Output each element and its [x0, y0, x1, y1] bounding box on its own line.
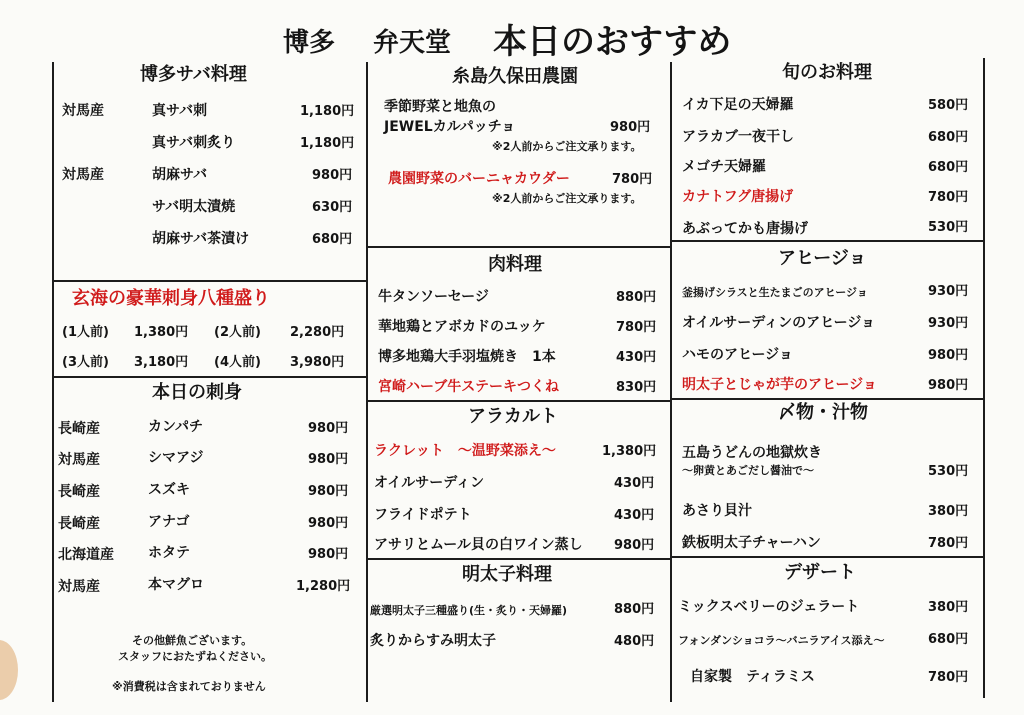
- menu-item-name: スズキ: [148, 482, 190, 498]
- menu-item-name: カンパチ: [148, 419, 204, 435]
- menu-item-price: 830円: [616, 380, 657, 395]
- menu-item-note: ※2人前からご注文承ります。: [492, 140, 642, 153]
- menu-item-name: 華地鶏とアボカドのユッケ: [378, 319, 546, 335]
- section-divider: [670, 240, 984, 242]
- section-title-shime: 〆物・汁物: [778, 402, 868, 423]
- menu-item-note: ※2人前からご注文承ります。: [492, 192, 642, 205]
- menu-item-price: 980円: [308, 547, 349, 562]
- portion-price: 2,280円: [290, 325, 345, 340]
- menu-item-name: フライドポテト: [374, 507, 472, 523]
- menu-item-name: 博多地鶏大手羽塩焼き 1本: [378, 349, 556, 365]
- menu-item-name: 真サバ刺: [152, 103, 208, 119]
- section-title-dessert: デザート: [784, 562, 856, 583]
- section-title-mentaiko: 明太子料理: [462, 564, 552, 585]
- origin-label: 北海道産: [58, 547, 114, 563]
- menu-item-price: 980円: [308, 452, 349, 467]
- section-title-alacarte: アラカルト: [468, 406, 558, 427]
- menu-item-price: 680円: [312, 232, 353, 247]
- origin-label: 対馬産: [58, 452, 100, 468]
- menu-item-name: JEWELカルパッチョ: [384, 119, 516, 135]
- menu-item-name: ホタテ: [148, 545, 190, 561]
- menu-item-price: 680円: [928, 632, 969, 647]
- menu-item-name: 厳選明太子三種盛り(生・炙り・天婦羅): [370, 604, 568, 617]
- header-bentendo: 弁天堂: [373, 28, 452, 58]
- menu-item-price: 580円: [928, 98, 969, 113]
- section-title-seasonal: 旬のお料理: [782, 62, 872, 83]
- portion-price: 3,180円: [134, 355, 189, 370]
- menu-item-name: 鉄板明太子チャーハン: [682, 535, 821, 551]
- section-title-farm: 糸島久保田農園: [452, 66, 578, 87]
- menu-item-price: 780円: [928, 536, 969, 551]
- portion-label: (4人前): [214, 355, 261, 370]
- menu-item-name: あぶってかも唐揚げ: [682, 221, 808, 237]
- menu-item-price: 880円: [614, 602, 655, 617]
- section-divider: [52, 280, 368, 282]
- col-divider-right: [983, 58, 985, 698]
- menu-item-name: 宮崎ハーブ牛ステーキつくね: [378, 379, 560, 395]
- origin-label: 長崎産: [58, 421, 100, 437]
- menu-item-name: フォンダンショコラ～バニラアイス添え～: [678, 634, 885, 647]
- menu-item-name: 農園野菜のバーニャカウダー: [388, 171, 570, 187]
- menu-item-price: 880円: [616, 290, 657, 305]
- menu-item-name: 季節野菜と地魚の: [384, 99, 496, 115]
- menu-item-name: 炙りからすみ明太子: [370, 633, 496, 649]
- header-hakata: 博多: [283, 28, 336, 58]
- menu-item-name: 本マグロ: [148, 577, 204, 593]
- header-todays-recommend: 本日のおすすめ: [493, 22, 732, 62]
- menu-item-price: 530円: [928, 220, 969, 235]
- menu-header: [0, 12, 1024, 62]
- origin-label: 対馬産: [62, 103, 104, 119]
- menu-item-name: 五島うどんの地獄炊き: [682, 445, 822, 461]
- menu-item-price: 530円: [928, 464, 969, 479]
- origin-label: 対馬産: [62, 167, 104, 183]
- menu-item-name: 自家製 ティラミス: [690, 669, 815, 685]
- menu-item-name: 釜揚げシラスと生たまごのアヒージョ: [682, 286, 868, 299]
- portion-label: (2人前): [214, 325, 261, 340]
- menu-item-name: オイルサーディンのアヒージョ: [682, 315, 876, 331]
- note-other-fish: その他鮮魚ございます。: [132, 634, 253, 647]
- section-divider: [670, 398, 984, 400]
- origin-label: 長崎産: [58, 484, 100, 500]
- portion-price: 1,380円: [134, 325, 189, 340]
- menu-item-price: 980円: [610, 120, 651, 135]
- finger-edge: [0, 640, 18, 700]
- menu-item-price: 630円: [312, 200, 353, 215]
- menu-item-name: オイルサーディン: [374, 475, 485, 491]
- section-title-saba: 博多サバ料理: [140, 64, 247, 85]
- menu-item-name: 胡麻サバ: [152, 167, 208, 183]
- menu-item-name: イカ下足の天婦羅: [682, 97, 794, 113]
- menu-item-price: 430円: [614, 476, 655, 491]
- section-divider: [366, 400, 670, 402]
- menu-item-price: 1,180円: [300, 136, 355, 151]
- section-divider: [52, 376, 368, 378]
- menu-item-price: 930円: [928, 316, 969, 331]
- menu-item-price: 1,180円: [300, 104, 355, 119]
- menu-item-name: カナトフグ唐揚げ: [682, 189, 794, 205]
- menu-item-price: 980円: [928, 348, 969, 363]
- menu-item-price: 480円: [614, 634, 655, 649]
- section-title-meat: 肉料理: [488, 254, 542, 275]
- menu-item-price: 430円: [614, 508, 655, 523]
- menu-item-price: 930円: [928, 284, 969, 299]
- menu-item-name: 胡麻サバ茶漬け: [152, 231, 250, 247]
- menu-item-name: アラカブ一夜干し: [682, 129, 794, 145]
- section-title-ajillo: アヒージョ: [778, 248, 867, 269]
- menu-item-name: シマアジ: [148, 450, 204, 466]
- portion-label: (1人前): [62, 325, 109, 340]
- menu-item-price: 980円: [312, 168, 353, 183]
- menu-item-price: 780円: [928, 670, 969, 685]
- section-divider: [670, 556, 984, 558]
- portion-label: (3人前): [62, 355, 109, 370]
- menu-item-price: 430円: [616, 350, 657, 365]
- menu-item-name: 真サバ刺炙り: [152, 135, 236, 151]
- menu-item-price: 780円: [616, 320, 657, 335]
- menu-item-name: アナゴ: [148, 514, 190, 530]
- menu-item-name: 明太子とじゃが芋のアヒージョ: [682, 377, 877, 393]
- portion-price: 3,980円: [290, 355, 345, 370]
- origin-label: 対馬産: [58, 579, 100, 595]
- menu-item-name: ミックスベリーのジェラート: [678, 599, 860, 615]
- menu-item-name: メゴチ天婦羅: [682, 159, 766, 175]
- menu-item-price: 980円: [928, 378, 969, 393]
- menu-item-price: 780円: [612, 172, 653, 187]
- section-title-sashimi: 本日の刺身: [152, 382, 242, 403]
- menu-item-price: 380円: [928, 600, 969, 615]
- note-ask-staff: スタッフにおたずねください。: [118, 650, 272, 663]
- menu-item-price: 380円: [928, 504, 969, 519]
- menu-item-name: 牛タンソーセージ: [378, 289, 489, 305]
- menu-item-price: 980円: [308, 421, 349, 436]
- menu-item-name: アサリとムール貝の白ワイン蒸し: [374, 537, 583, 553]
- col-divider-left: [52, 62, 54, 702]
- col-divider-2: [670, 62, 672, 702]
- menu-item-price: 980円: [614, 538, 655, 553]
- origin-label: 長崎産: [58, 516, 100, 532]
- menu-item-name: あさり貝汁: [682, 503, 752, 519]
- menu-item-price: 980円: [308, 516, 349, 531]
- menu-item-price: 1,380円: [602, 444, 657, 459]
- menu-item-subtitle: ～卵黄とあごだし醤油で～: [682, 464, 814, 477]
- menu-item-price: 1,280円: [296, 579, 351, 594]
- section-divider: [366, 558, 670, 560]
- menu-item-price: 680円: [928, 160, 969, 175]
- menu-item-name: ラクレット ～温野菜添え～: [374, 443, 556, 459]
- menu-item-price: 780円: [928, 190, 969, 205]
- menu-item-name: ハモのアヒージョ: [682, 347, 793, 363]
- section-divider: [366, 246, 670, 248]
- menu-item-price: 980円: [308, 484, 349, 499]
- menu-item-price: 680円: [928, 130, 969, 145]
- menu-item-name: サバ明太漬焼: [152, 199, 236, 215]
- col-divider-1: [366, 62, 368, 702]
- section-title-moriawase: 玄海の豪華刺身八種盛り: [72, 288, 270, 309]
- note-tax: ※消費税は含まれておりません: [112, 680, 266, 693]
